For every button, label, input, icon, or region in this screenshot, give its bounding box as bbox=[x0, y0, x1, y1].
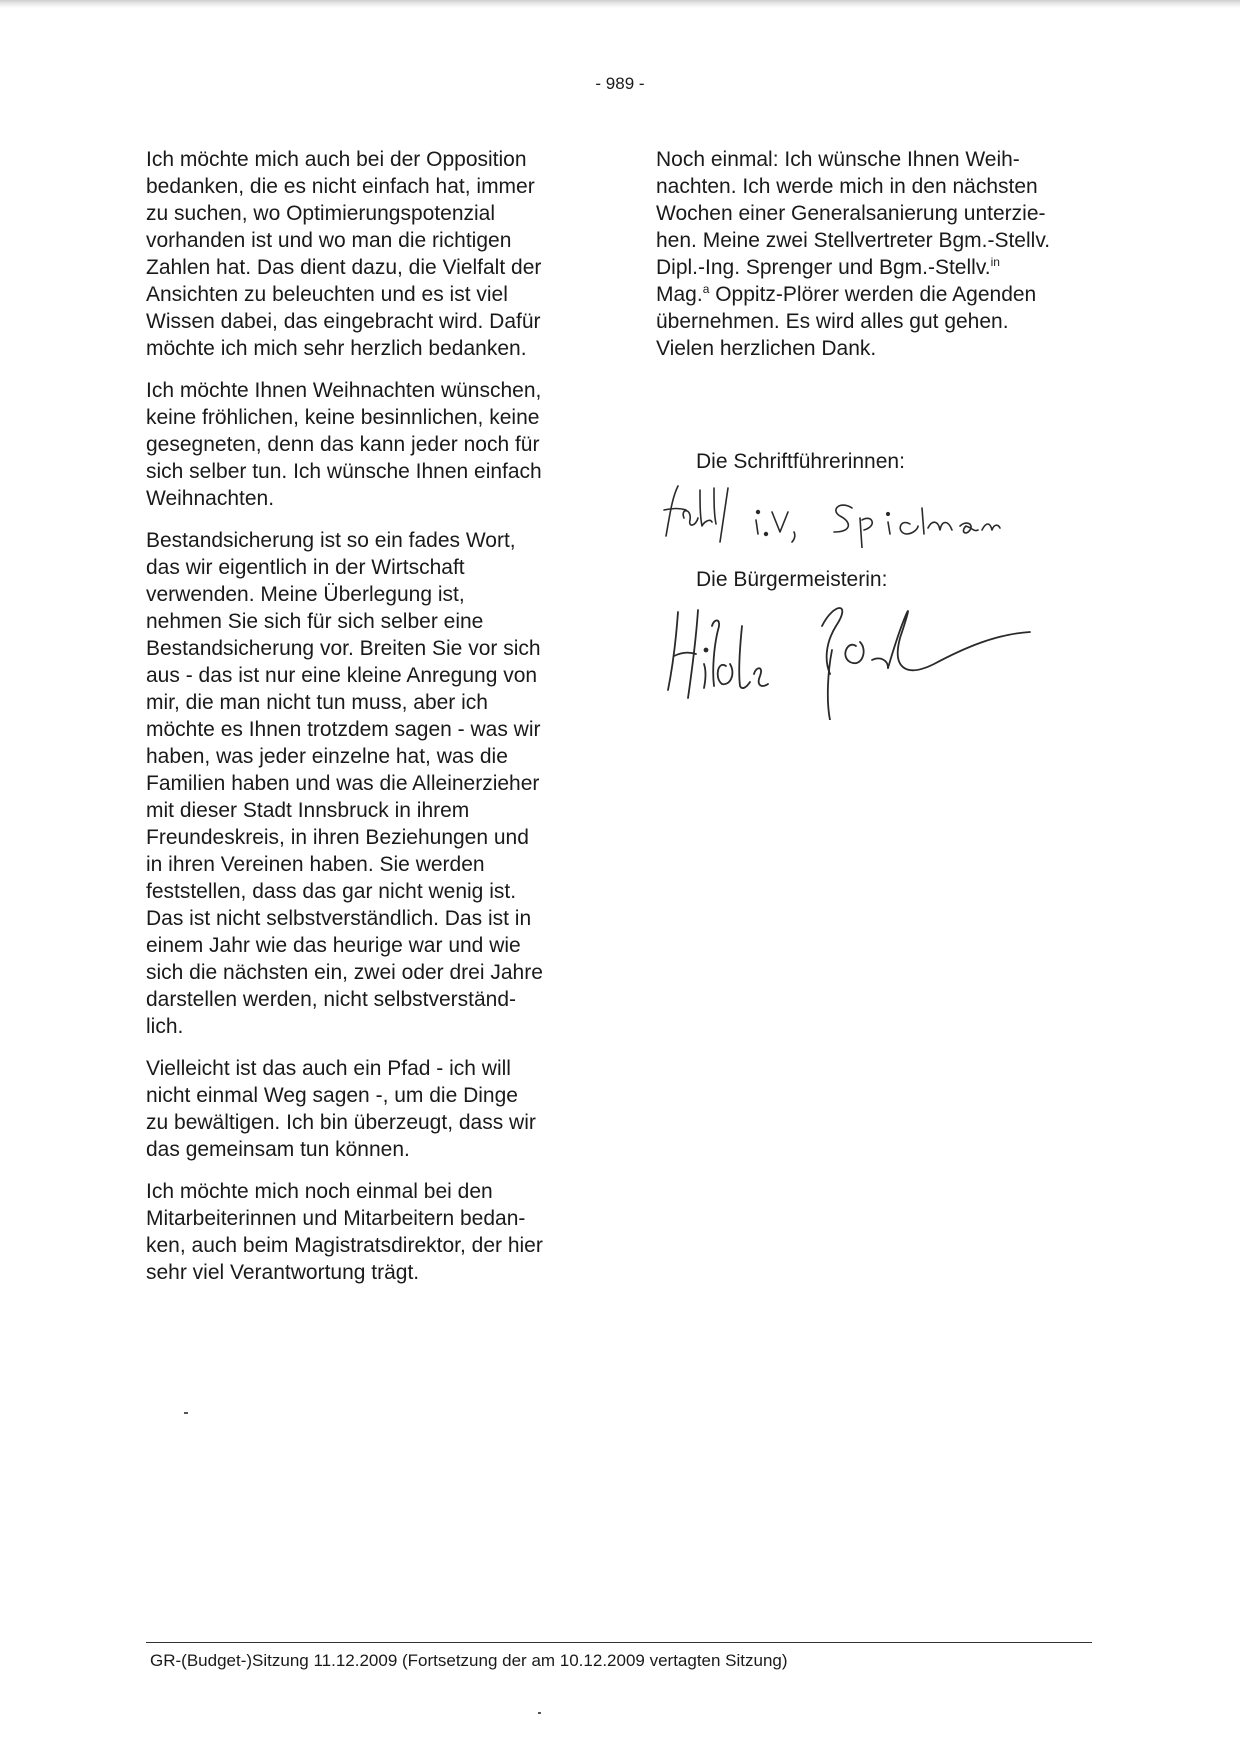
closing-text-part-2: Oppitz-Plörer werden die Agenden übernehmen. Es wird alles gut gehen. Vielen herzlichen Dank. bbox=[656, 283, 1037, 360]
writers-signature bbox=[656, 478, 1096, 548]
paragraph-pfad: Vielleicht ist das auch ein Pfad - ich will nicht einmal Weg sagen -, um die Dinge zu bewältigen. Ich bin überzeugt, dass wir das gemeinsam tun können. bbox=[146, 1057, 536, 1161]
paragraph-staff-thanks: Ich möchte mich noch einmal bei den Mitarbeiterinnen und Mitarbeitern bedan- ken, auch beim Magistratsdirektor, der hier sehr viel Verantwortung trägt. bbox=[146, 1180, 543, 1284]
paragraph-opposition-thanks: Ich möchte mich auch bei der Opposition bedanken, die es nicht einfach hat, immer zu suchen, wo Optimierungspotenzial vorhanden ist und wo man die richtigen Zahlen hat. Das dient dazu, die Vielfalt der Ansichten zu beleuchten und es ist viel Wissen dabei, das eingebracht wird. Dafür möchte ich mich sehr herzlich bedanken. bbox=[146, 148, 542, 360]
scan-edge bbox=[0, 0, 1240, 8]
paragraph-closing bbox=[656, 146, 1096, 362]
footer-divider bbox=[146, 1642, 1092, 1643]
scan-speck bbox=[184, 1412, 188, 1414]
right-column bbox=[656, 146, 1096, 377]
closing-text-part-1: Noch einmal: Ich wünsche Ihnen Weih- nachten. Ich werde mich in den nächsten Wochen einer Generalsanierung unterzie- hen. Meine zwei Stellvertreter Bgm.-Stellv. Dipl.-Ing. Sprenger und Bgm.-Stellv. bbox=[656, 148, 1051, 279]
mayor-label: Die Bürgermeisterin: bbox=[696, 568, 888, 591]
paragraph-bestandsicherung: Bestandsicherung ist so ein fades Wort, das wir eigentlich in der Wirtschaft verwenden. Meine Überlegung ist, nehmen Sie sich für sich selber eine Bestandsicherung vor. Breiten Sie vor sich aus - das ist nur eine kleine Anregung von mir, die man nicht tun muss, aber ich möchte es Ihnen trotzdem sagen - was wir haben, was jeder einzelne hat, was die Familien haben und was die Alleinerzieher mit dieser Stadt Innsbruck in ihrem Freundeskreis, in ihren Beziehungen und in ihren Vereinen haben. Sie werden feststellen, dass das gar nicht wenig ist. Das ist nicht selbstverständlich. Das ist in einem Jahr wie das heurige war und wie sich die nächsten ein, zwei oder drei Jahre darstellen werden, nicht selbstverständ- lich. bbox=[146, 529, 543, 1038]
superscript-a: a bbox=[702, 282, 710, 296]
mayor-signature bbox=[656, 590, 1056, 720]
scan-speck bbox=[538, 1712, 541, 1714]
mag-prefix: Mag. bbox=[656, 283, 703, 306]
page-number: - 989 - bbox=[595, 74, 645, 93]
superscript-in: in bbox=[990, 255, 1000, 269]
footer-session-info: GR-(Budget-)Sitzung 11.12.2009 (Fortsetzung der am 10.12.2009 vertagten Sitzung) bbox=[150, 1651, 788, 1670]
writers-label: Die Schriftführerinnen: bbox=[696, 450, 905, 473]
paragraph-christmas-wishes: Ich möchte Ihnen Weihnachten wünschen, keine fröhlichen, keine besinnlichen, keine gesegneten, denn das kann jeder noch für sich selber tun. Ich wünsche Ihnen einfach Weihnachten. bbox=[146, 379, 542, 510]
left-column bbox=[146, 146, 590, 1301]
